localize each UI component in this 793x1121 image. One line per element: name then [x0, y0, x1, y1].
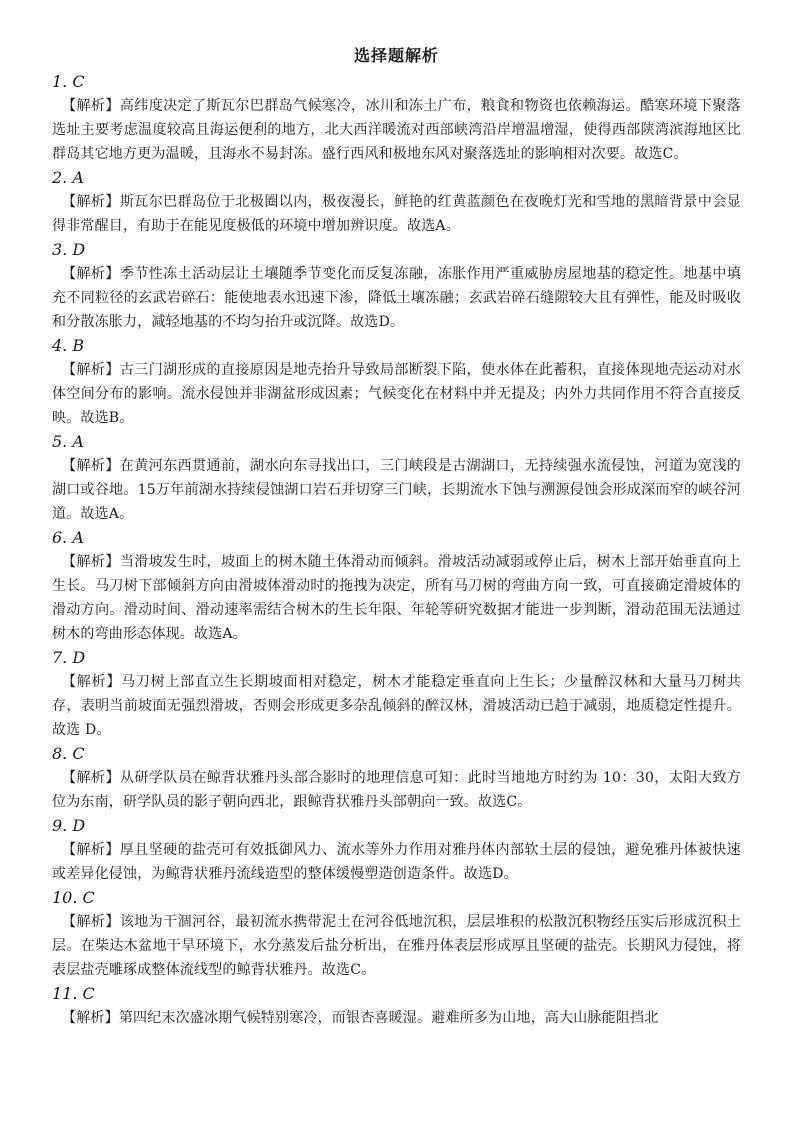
page-title: 选择题解析	[353, 46, 439, 65]
analysis-tag: 【解析】	[62, 842, 120, 858]
analysis-text: 从研学队员在鲸背状雅丹头部合影时的地理信息可知：此时当地地方时约为 10：30，太阳大致方位为东南，研学队员的影子朝向西北，跟鲸背状雅丹头部朝向一致。故选C。	[52, 770, 741, 810]
analysis-tag: 【解析】	[62, 458, 120, 474]
analysis-tag: 【解析】	[62, 194, 120, 210]
analysis-tag: 【解析】	[62, 98, 120, 114]
answer-item-6	[52, 526, 741, 646]
analysis-tag: 【解析】	[62, 674, 122, 690]
analysis-tag: 【解析】	[62, 554, 120, 570]
analysis-tag: 【解析】	[62, 770, 120, 786]
analysis-tag: 【解析】	[62, 1010, 119, 1026]
answer-item-8	[52, 742, 741, 814]
analysis-paragraph	[52, 454, 741, 526]
question-number: 8. C	[52, 744, 85, 763]
analysis-tag: 【解析】	[62, 914, 120, 930]
answer-item-1	[52, 70, 741, 166]
analysis-paragraph	[52, 838, 741, 886]
answer-item-5	[52, 430, 741, 526]
analysis-tag: 【解析】	[62, 362, 120, 378]
answer-item-9	[52, 814, 741, 886]
question-number: 10. C	[52, 888, 95, 907]
analysis-paragraph	[52, 94, 741, 166]
question-number: 1. C	[52, 72, 85, 91]
analysis-paragraph	[52, 358, 741, 430]
answer-item-10	[52, 886, 741, 982]
answer-item-3	[52, 238, 741, 334]
analysis-text: 厚且坚硬的盐壳可有效抵御风力、流水等外力作用对雅丹体内部软土层的侵蚀，避免雅丹体被快速或差异化侵蚀，为鲸背状雅丹流线造型的整体缓慢塑造创造条件。故选D。	[52, 842, 741, 882]
question-number: 11. C	[52, 984, 95, 1003]
question-number: 9. D	[52, 816, 86, 835]
analysis-paragraph	[52, 910, 741, 982]
analysis-paragraph	[52, 670, 741, 742]
analysis-text: 当滑坡发生时，坡面上的树木随土体滑动而倾斜。滑坡活动减弱或停止后，树木上部开始垂直向上生长。马刀树下部倾斜方向由滑坡体滑动时的拖拽为决定，所有马刀树的弯曲方向一致，可直接确定滑坡体的滑动方向。滑动时间、滑动速率需结合树木的生长年限、年轮等研究数据才能进一步判断，滑动范围无法通过树木的弯曲形态体现。故选A。	[52, 554, 741, 642]
analysis-text: 第四纪末次盛冰期气候特别寒冷，而银杏喜暖湿。避难所多为山地，高大山脉能阻挡北	[118, 1010, 659, 1026]
analysis-text: 该地为干涸河谷，最初流水携带泥土在河谷低地沉积，层层堆积的松散沉积物经压实后形成沉积土层。在柴达木盆地干旱环境下，水分蒸发后盐分析出，在雅丹体表层形成厚且坚硬的盐壳。长期风力侵蚀，将表层盐壳雕琢成整体流线型的鲸背状雅丹。故选C。	[52, 914, 741, 978]
analysis-text: 高纬度决定了斯瓦尔巴群岛气候寒冷，冰川和冻土广布，粮食和物资也依赖海运。酷寒环境下聚落选址主要考虑温度较高且海运便利的地方，北大西洋暖流对西部峡湾沿岸增温增湿，使得西部陕湾滨海地区比群岛其它地方更为温暖，且海水不易封冻。盛行西风和极地东风对聚落选址的影响相对次要。故选C。	[52, 98, 741, 162]
answer-item-7	[52, 646, 741, 742]
analysis-paragraph	[52, 190, 741, 238]
analysis-paragraph	[52, 262, 741, 334]
analysis-paragraph	[52, 1006, 741, 1030]
question-number: 7. D	[52, 648, 86, 667]
analysis-tag: 【解析】	[62, 266, 120, 282]
question-number: 3. D	[52, 240, 86, 259]
analysis-text: 季节性冻土活动层让土壤随季节变化而反复冻融，冻胀作用严重威胁房屋地基的稳定性。地基中填充不同粒径的玄武岩碎石：能使地表水迅速下渗，降低土壤冻融；玄武岩碎石缝隙较大且有弹性，能及时吸收和分散冻胀力，减轻地基的不均匀抬升或沉降。故选D。	[52, 266, 741, 330]
question-number: 6. A	[52, 528, 84, 547]
analysis-paragraph	[52, 766, 741, 814]
question-number: 5. A	[52, 432, 84, 451]
answer-item-2	[52, 166, 741, 238]
analysis-paragraph	[52, 550, 741, 646]
analysis-text: 在黄河东西贯通前，湖水向东寻找出口，三门峡段是古湖湖口，无持续强水流侵蚀，河道为宽浅的湖口或谷地。15万年前湖水持续侵蚀湖口岩石并切穿三门峡，长期流水下蚀与溯源侵蚀会形成深而窄的峡谷河道。故选A。	[52, 458, 741, 522]
answer-item-11	[52, 982, 741, 1030]
analysis-text: 古三门湖形成的直接原因是地壳抬升导致局部断裂下陷，使水体在此蓄积，直接体现地壳运动对水体空间分布的影响。流水侵蚀并非湖盆形成因素；气候变化在材料中并无提及；内外力共同作用不符合直接反映。故选B。	[52, 362, 741, 426]
answer-item-4	[52, 334, 741, 430]
analysis-text: 马刀树上部直立生长期坡面相对稳定，树木才能稳定垂直向上生长；少量醉汉林和大量马刀树共存，表明当前坡面无强烈滑坡，否则会形成更多杂乱倾斜的醉汉林，滑坡活动已趋于减弱，地质稳定性提升。故选 D。	[52, 674, 741, 738]
analysis-text: 斯瓦尔巴群岛位于北极圈以内，极夜漫长，鲜艳的红黄蓝颜色在夜晚灯光和雪地的黑暗背景中会显得非常醒目，有助于在能见度极低的环境中增加辨识度。故选A。	[52, 194, 741, 234]
question-number: 2. A	[52, 168, 84, 187]
question-number: 4. B	[52, 336, 85, 355]
